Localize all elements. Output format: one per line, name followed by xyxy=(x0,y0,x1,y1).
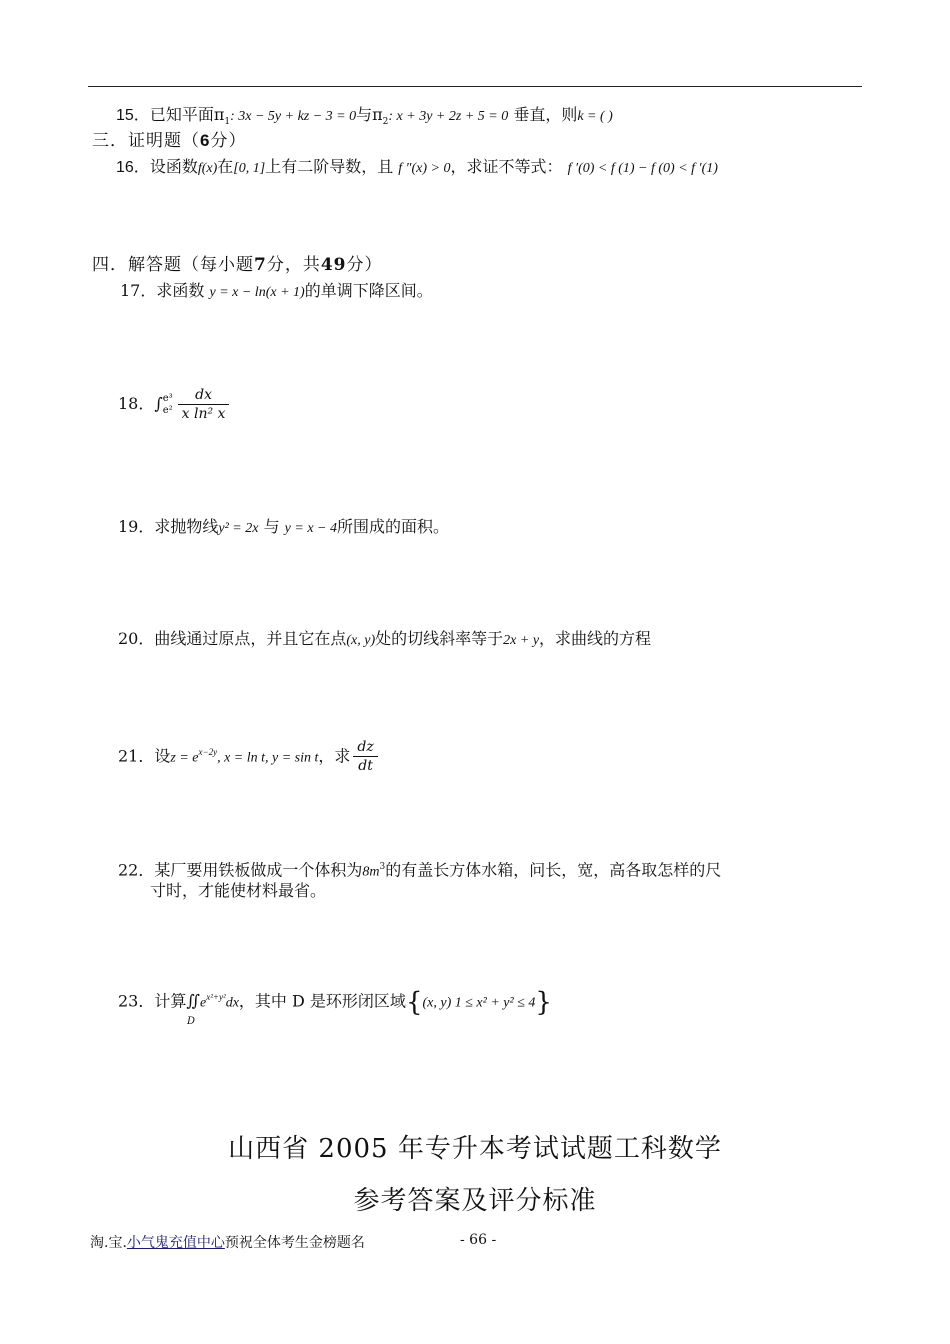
question-16: 16．设函数f(x)在[0, 1]上有二阶导数，且 f ″(x) > 0，求证不等式： f ′(0) < f (1) − f (0) < f ′(1) xyxy=(116,157,718,176)
question-number: 20． xyxy=(118,629,155,648)
fraction: $\frac{dx}{\text{x ln² x}}$ xyxy=(178,386,230,423)
question-number: 18． xyxy=(118,394,155,413)
question-number: 23． xyxy=(118,991,155,1011)
header-rule xyxy=(88,86,862,87)
question-17: 17．求函数 y = x − ln(x + 1)的单调下降区间。 xyxy=(120,281,433,300)
question-number: 22． xyxy=(118,860,155,880)
question-number: 19． xyxy=(118,517,155,536)
question-20: 20．曲线通过原点，并且它在点(x, y)处的切线斜率等于2x + y，求曲线的方程 xyxy=(118,629,652,648)
footer-text: 淘.宝.小气鬼充值中心预祝全体考生金榜题名 xyxy=(90,1235,365,1251)
section-proof-heading: 三．证明题（6分） xyxy=(92,131,247,151)
question-22-line-2: 寸时，才能使材料最省。 xyxy=(150,881,327,900)
question-number: 16． xyxy=(116,159,150,176)
question-19: 19．求抛物线y² = 2x 与 y = x − 4所围成的面积。 xyxy=(118,517,450,536)
section-solve-heading: 四．解答题（每小题7分，共49分） xyxy=(92,255,383,275)
fraction: $\frac{dz}{dt}$ xyxy=(353,738,377,775)
question-21: 21．设$z = e^{x-2y}$, x = ln t, y = sin t，求 $\frac{dz}{dt}$ xyxy=(118,732,381,778)
question-15: 15．已知平面$\pi_1$: 3x − 5y + kz − 3 = 0与$\pi_2$: x + 3y + 2z + 5 = 0 垂直，则k = ( ) xyxy=(116,105,613,128)
question-number: 21． xyxy=(118,746,155,766)
answer-key-title: 山西省 2005 年专升本考试试题工科数学 xyxy=(228,1134,722,1164)
question-number: 15． xyxy=(116,107,150,124)
double-integral-sign: ∬ xyxy=(186,991,201,1011)
right-brace: } xyxy=(535,987,552,1018)
page-number: - 66 - xyxy=(460,1232,497,1248)
integral-limits: e³ e² xyxy=(162,392,173,416)
question-23: 23．计算$∬e^{x^2+y^2}dx$，其中 D 是环形闭区域{(x, y) 1 ≤ x² + y² ≤ 4} xyxy=(118,987,552,1018)
question-number: 17． xyxy=(120,281,157,300)
integral-region-label: D xyxy=(187,1016,196,1027)
left-brace: { xyxy=(405,987,423,1018)
answer-key-subtitle: 参考答案及评分标准 xyxy=(353,1186,597,1216)
question-18 xyxy=(118,384,232,424)
integral-sign: ∫ xyxy=(154,394,163,413)
question-22: 22．某厂要用铁板做成一个体积为$8m^3$的有盖长方体水箱，问长，宽，高各取怎样的尺 xyxy=(118,860,722,880)
footer-link[interactable]: 小气鬼充值中心 xyxy=(126,1235,225,1251)
